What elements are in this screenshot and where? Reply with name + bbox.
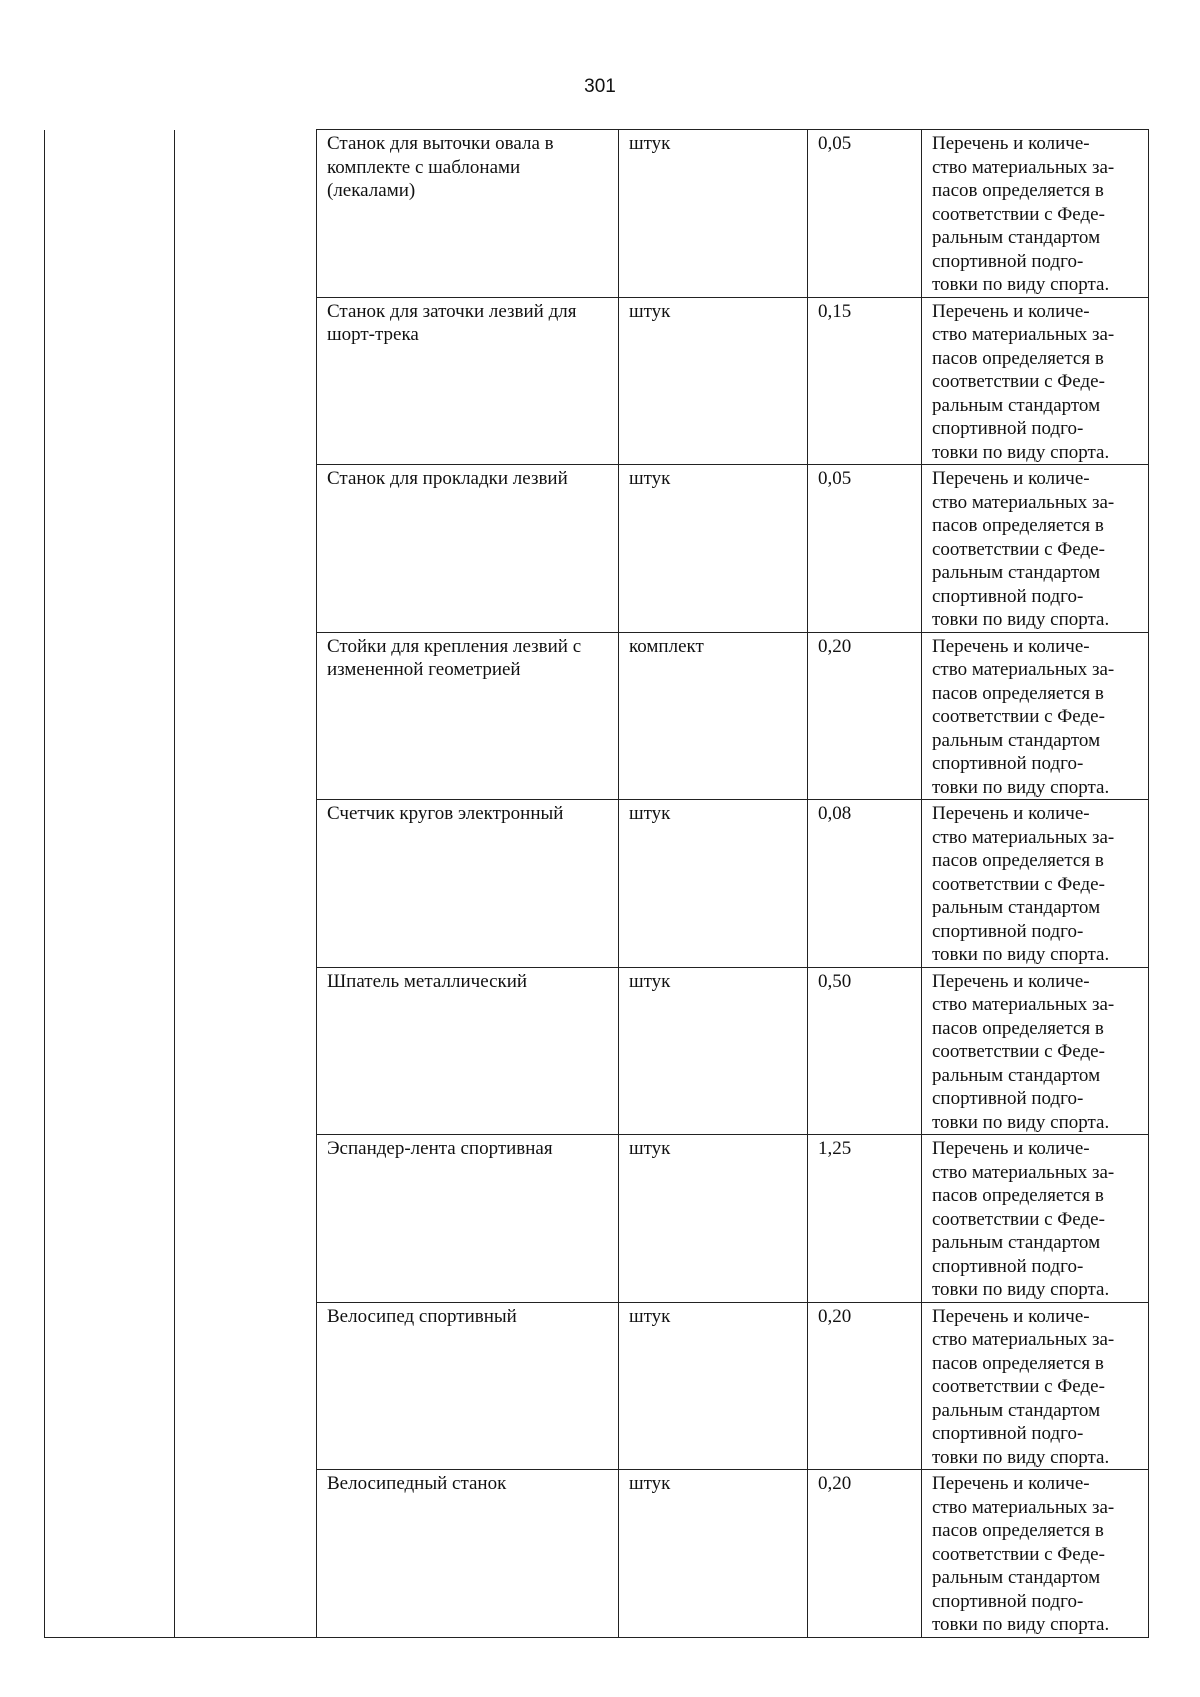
merged-blank-cell-1: [45, 130, 175, 1638]
table-row: [45, 130, 1149, 298]
unit-cell: штук: [619, 465, 808, 633]
note-cell: [922, 130, 1149, 298]
note-line: соответствии с Феде-: [932, 371, 1105, 392]
note-line: товки по виду спорта.: [932, 609, 1110, 630]
note-line: пасов определяется в: [932, 515, 1104, 536]
note-line: Перечень и количе-: [932, 970, 1090, 992]
note-line: спортивной подго-: [932, 250, 1084, 272]
note-line: Перечень и количе-: [932, 1473, 1090, 1494]
item-name-cell: Стойки для крепления лезвий с измененной геометрией: [317, 632, 619, 800]
quantity-cell: 0,05: [808, 130, 922, 298]
note-line: спортивной подго-: [932, 1088, 1084, 1109]
note-line: пасов определяется в: [932, 347, 1104, 369]
note-cell: [922, 967, 1149, 1135]
note-line: спортивной подго-: [932, 1423, 1084, 1444]
note-line: пасов определяется в: [932, 1520, 1104, 1541]
note-line: спортивной подго-: [932, 753, 1084, 774]
unit-cell: штук: [619, 1302, 808, 1470]
note-line: соответствии с Феде-: [932, 706, 1105, 727]
quantity-cell: 0,08: [808, 800, 922, 968]
note-line: ральным стандартом: [932, 562, 1101, 583]
item-name-cell: Шпатель металлический: [317, 967, 619, 1135]
note-line: Перечень и количе-: [932, 468, 1090, 489]
merged-blank-cell-2: [175, 130, 317, 1638]
note-line: ральным стандартом: [932, 897, 1101, 918]
note-line: пасов определяется в: [932, 1352, 1104, 1374]
note-line: соответствии с Феде-: [932, 1208, 1105, 1230]
note-line: ральным стандартом: [932, 394, 1101, 416]
note-line: ство материальных за-: [932, 1161, 1115, 1183]
item-name-cell: Станок для заточки лезвий для шорт-трека: [317, 297, 619, 465]
unit-cell: комплект: [619, 632, 808, 800]
note-cell: [922, 1135, 1149, 1303]
page-number: 301: [584, 76, 616, 97]
equipment-table: [44, 129, 1149, 1638]
note-line: товки по виду спорта.: [932, 441, 1110, 463]
note-line: пасов определяется в: [932, 850, 1104, 871]
note-line: товки по виду спорта.: [932, 274, 1110, 295]
quantity-cell: 0,20: [808, 1302, 922, 1470]
note-line: ство материальных за-: [932, 659, 1115, 680]
quantity-cell: 0,20: [808, 1470, 922, 1638]
note-line: ральным стандартом: [932, 1567, 1101, 1588]
note-line: товки по виду спорта.: [932, 1111, 1110, 1133]
note-line: ство материальных за-: [932, 156, 1115, 178]
note-line: ство материальных за-: [932, 1496, 1115, 1518]
note-line: спортивной подго-: [932, 585, 1084, 607]
unit-cell: штук: [619, 1470, 808, 1638]
note-line: товки по виду спорта.: [932, 1446, 1110, 1468]
note-line: ство материальных за-: [932, 491, 1115, 513]
note-cell: [922, 1470, 1149, 1638]
note-line: товки по виду спорта.: [932, 776, 1110, 798]
note-line: соответствии с Феде-: [932, 873, 1105, 895]
unit-cell: штук: [619, 800, 808, 968]
note-cell: [922, 297, 1149, 465]
equipment-table-body: [45, 130, 1149, 1638]
quantity-cell: 0,05: [808, 465, 922, 633]
note-line: соответствии с Феде-: [932, 1041, 1105, 1062]
note-line: соответствии с Феде-: [932, 203, 1105, 225]
item-name-cell: Велосипедный станок: [317, 1470, 619, 1638]
note-line: Перечень и количе-: [932, 1305, 1090, 1327]
note-cell: [922, 632, 1149, 800]
note-cell: [922, 800, 1149, 968]
note-cell: [922, 465, 1149, 633]
quantity-cell: 0,50: [808, 967, 922, 1135]
unit-cell: штук: [619, 1135, 808, 1303]
item-name-cell: Эспандер-лента спортивная: [317, 1135, 619, 1303]
note-line: пасов определяется в: [932, 682, 1104, 704]
note-line: ство материальных за-: [932, 1329, 1115, 1350]
note-line: спортивной подго-: [932, 418, 1084, 439]
item-name-cell: Станок для прокладки лезвий: [317, 465, 619, 633]
note-line: ство материальных за-: [932, 994, 1115, 1015]
note-line: ральным стандартом: [932, 1232, 1101, 1253]
note-line: Перечень и количе-: [932, 635, 1090, 657]
unit-cell: штук: [619, 967, 808, 1135]
item-name-cell: Станок для выточки овала в комплекте с шаблонами (лекалами): [317, 130, 619, 298]
note-line: спортивной подго-: [932, 1255, 1084, 1277]
note-line: спортивной подго-: [932, 920, 1084, 942]
note-line: ральным стандартом: [932, 1399, 1101, 1421]
item-name-cell: Счетчик кругов электронный: [317, 800, 619, 968]
note-line: Перечень и количе-: [932, 1138, 1090, 1159]
note-line: товки по виду спорта.: [932, 944, 1110, 965]
note-line: ральным стандартом: [932, 227, 1101, 248]
note-cell: [922, 1302, 1149, 1470]
note-line: товки по виду спорта.: [932, 1614, 1110, 1635]
unit-cell: штук: [619, 130, 808, 298]
quantity-cell: 0,15: [808, 297, 922, 465]
note-line: Перечень и количе-: [932, 133, 1090, 154]
item-name-cell: Велосипед спортивный: [317, 1302, 619, 1470]
note-line: товки по виду спорта.: [932, 1279, 1110, 1300]
quantity-cell: 1,25: [808, 1135, 922, 1303]
note-line: пасов определяется в: [932, 1185, 1104, 1206]
note-line: Перечень и количе-: [932, 803, 1090, 824]
note-line: соответствии с Феде-: [932, 538, 1105, 560]
note-line: пасов определяется в: [932, 180, 1104, 201]
note-line: пасов определяется в: [932, 1017, 1104, 1039]
note-line: Перечень и количе-: [932, 300, 1090, 322]
note-line: ральным стандартом: [932, 729, 1101, 751]
note-line: соответствии с Феде-: [932, 1376, 1105, 1397]
note-line: ство материальных за-: [932, 324, 1115, 345]
note-line: ство материальных за-: [932, 826, 1115, 848]
unit-cell: штук: [619, 297, 808, 465]
note-line: соответствии с Феде-: [932, 1543, 1105, 1565]
note-line: ральным стандартом: [932, 1064, 1101, 1086]
quantity-cell: 0,20: [808, 632, 922, 800]
note-line: спортивной подго-: [932, 1590, 1084, 1612]
